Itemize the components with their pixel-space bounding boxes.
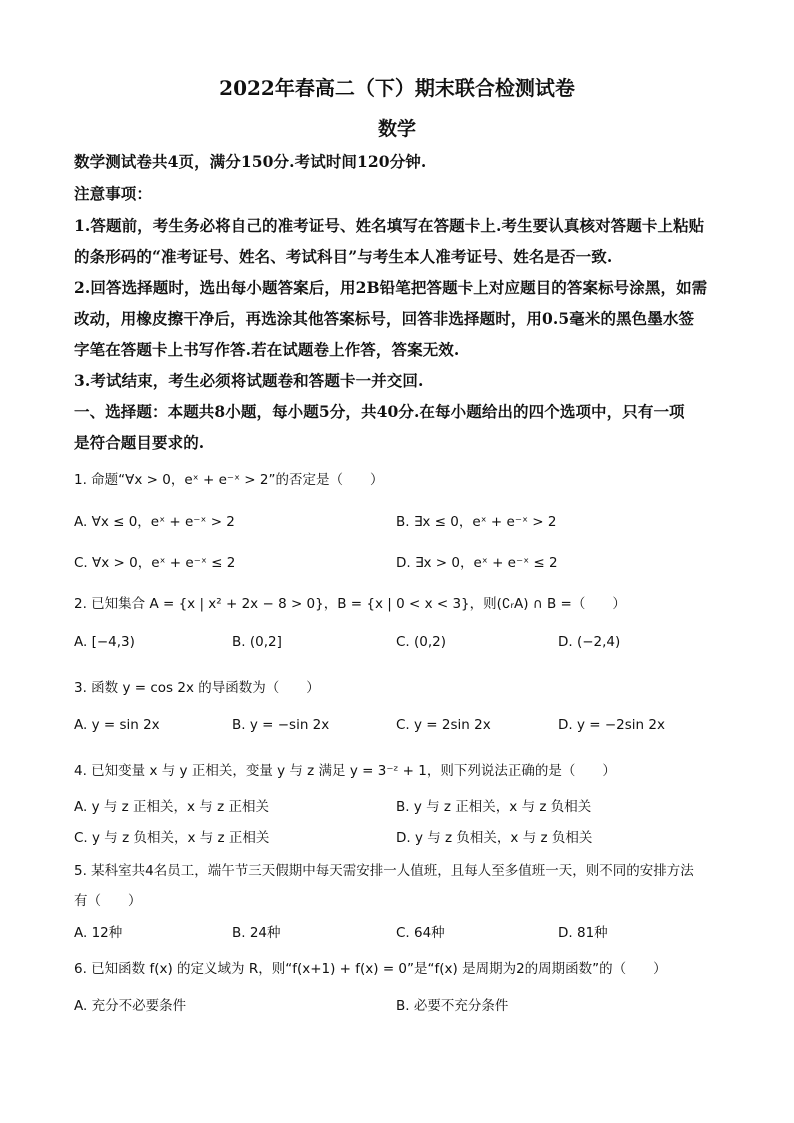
question-1-option-b: B. ∃x ≤ 0，eˣ + e⁻ˣ > 2 [396, 514, 557, 530]
section-1-heading-line-1: 一、选择题：本题共8小题，每小题5分，共40分.在每小题给出的四个选项中，只有一项 [74, 402, 685, 421]
question-3-option-d: D. y = −2sin 2x [558, 717, 665, 733]
question-4-option-d: D. y 与 z 负相关，x 与 z 负相关 [396, 830, 593, 846]
question-2-option-d: D. (−2,4) [558, 634, 621, 650]
question-1-option-c: C. ∀x > 0，eˣ + e⁻ˣ ≤ 2 [74, 555, 236, 571]
question-3-option-b: B. y = −sin 2x [232, 717, 330, 733]
question-3-option-a: A. y = sin 2x [74, 717, 160, 733]
notice-line-2: 的条形码的“准考证号、姓名、考试科目”与考生本人准考证号、姓名是否一致. [74, 247, 613, 266]
exam-intro: 数学测试卷共4页，满分150分.考试时间120分钟. [74, 152, 427, 171]
section-1-heading-line-2: 是符合题目要求的. [74, 433, 205, 452]
notice-line-4: 改动，用橡皮擦干净后，再选涂其他答案标号，回答非选择题时，用0.5毫米的黑色墨水签 [74, 309, 695, 328]
subject-title: 数学 [377, 118, 416, 140]
exam-title: 2022年春高二（下）期末联合检测试卷 [219, 76, 575, 100]
notice-line-1: 1.答题前，考生务必将自己的准考证号、姓名填写在答题卡上.考生要认真核对答题卡上粘贴 [74, 216, 705, 235]
question-2-stem: 2. 已知集合 A = {x | x² + 2x − 8 > 0}，B = {x | 0 < x < 3}，则(∁ᵣA) ∩ B =（ ） [74, 596, 626, 612]
question-1-option-d: D. ∃x > 0，eˣ + e⁻ˣ ≤ 2 [396, 555, 558, 571]
question-2-option-a: A. [−4,3) [74, 634, 135, 650]
question-4-option-c: C. y 与 z 负相关，x 与 z 正相关 [74, 830, 270, 846]
question-2-option-c: C. (0,2) [396, 634, 447, 650]
question-3-stem: 3. 函数 y = cos 2x 的导函数为（ ） [74, 680, 320, 696]
notice-heading: 注意事项： [74, 184, 153, 203]
question-4-option-a: A. y 与 z 正相关，x 与 z 正相关 [74, 799, 269, 815]
question-5-option-d: D. 81种 [558, 925, 608, 941]
notice-line-5: 字笔在答题卡上书写作答.若在试题卷上作答，答案无效. [74, 340, 460, 359]
notice-line-6: 3.考试结束，考生必须将试题卷和答题卡一并交回. [74, 371, 424, 390]
question-3-option-c: C. y = 2sin 2x [396, 717, 491, 733]
question-5-stem-line-1: 5. 某科室共4名员工，端午节三天假期中每天需安排一人值班，且每人至多值班一天，则不同的安排方法 [74, 863, 694, 879]
question-5-stem-line-2: 有（ ） [74, 893, 142, 909]
question-1-option-a: A. ∀x ≤ 0，eˣ + e⁻ˣ > 2 [74, 514, 235, 530]
question-5-option-c: C. 64种 [396, 925, 445, 941]
question-1-stem: 1. 命题“∀x > 0，eˣ + e⁻ˣ > 2”的否定是（ ） [74, 472, 384, 488]
question-4-option-b: B. y 与 z 正相关，x 与 z 负相关 [396, 799, 592, 815]
question-4-stem: 4. 已知变量 x 与 y 正相关，变量 y 与 z 满足 y = 3⁻ᶻ + 1，则下列说法正确的是（ ） [74, 763, 616, 779]
question-6-option-b: B. 必要不充分条件 [396, 998, 509, 1014]
question-2-option-b: B. (0,2] [232, 634, 282, 650]
notice-line-3: 2.回答选择题时，选出每小题答案后，用2B铅笔把答题卡上对应题目的答案标号涂黑，如需 [74, 278, 708, 297]
question-6-stem: 6. 已知函数 f(x) 的定义域为 R，则“f(x+1) + f(x) = 0”是“f(x) 是周期为2的周期函数”的（ ） [74, 961, 667, 977]
question-5-option-b: B. 24种 [232, 925, 281, 941]
question-6-option-a: A. 充分不必要条件 [74, 998, 187, 1014]
question-5-option-a: A. 12种 [74, 925, 123, 941]
